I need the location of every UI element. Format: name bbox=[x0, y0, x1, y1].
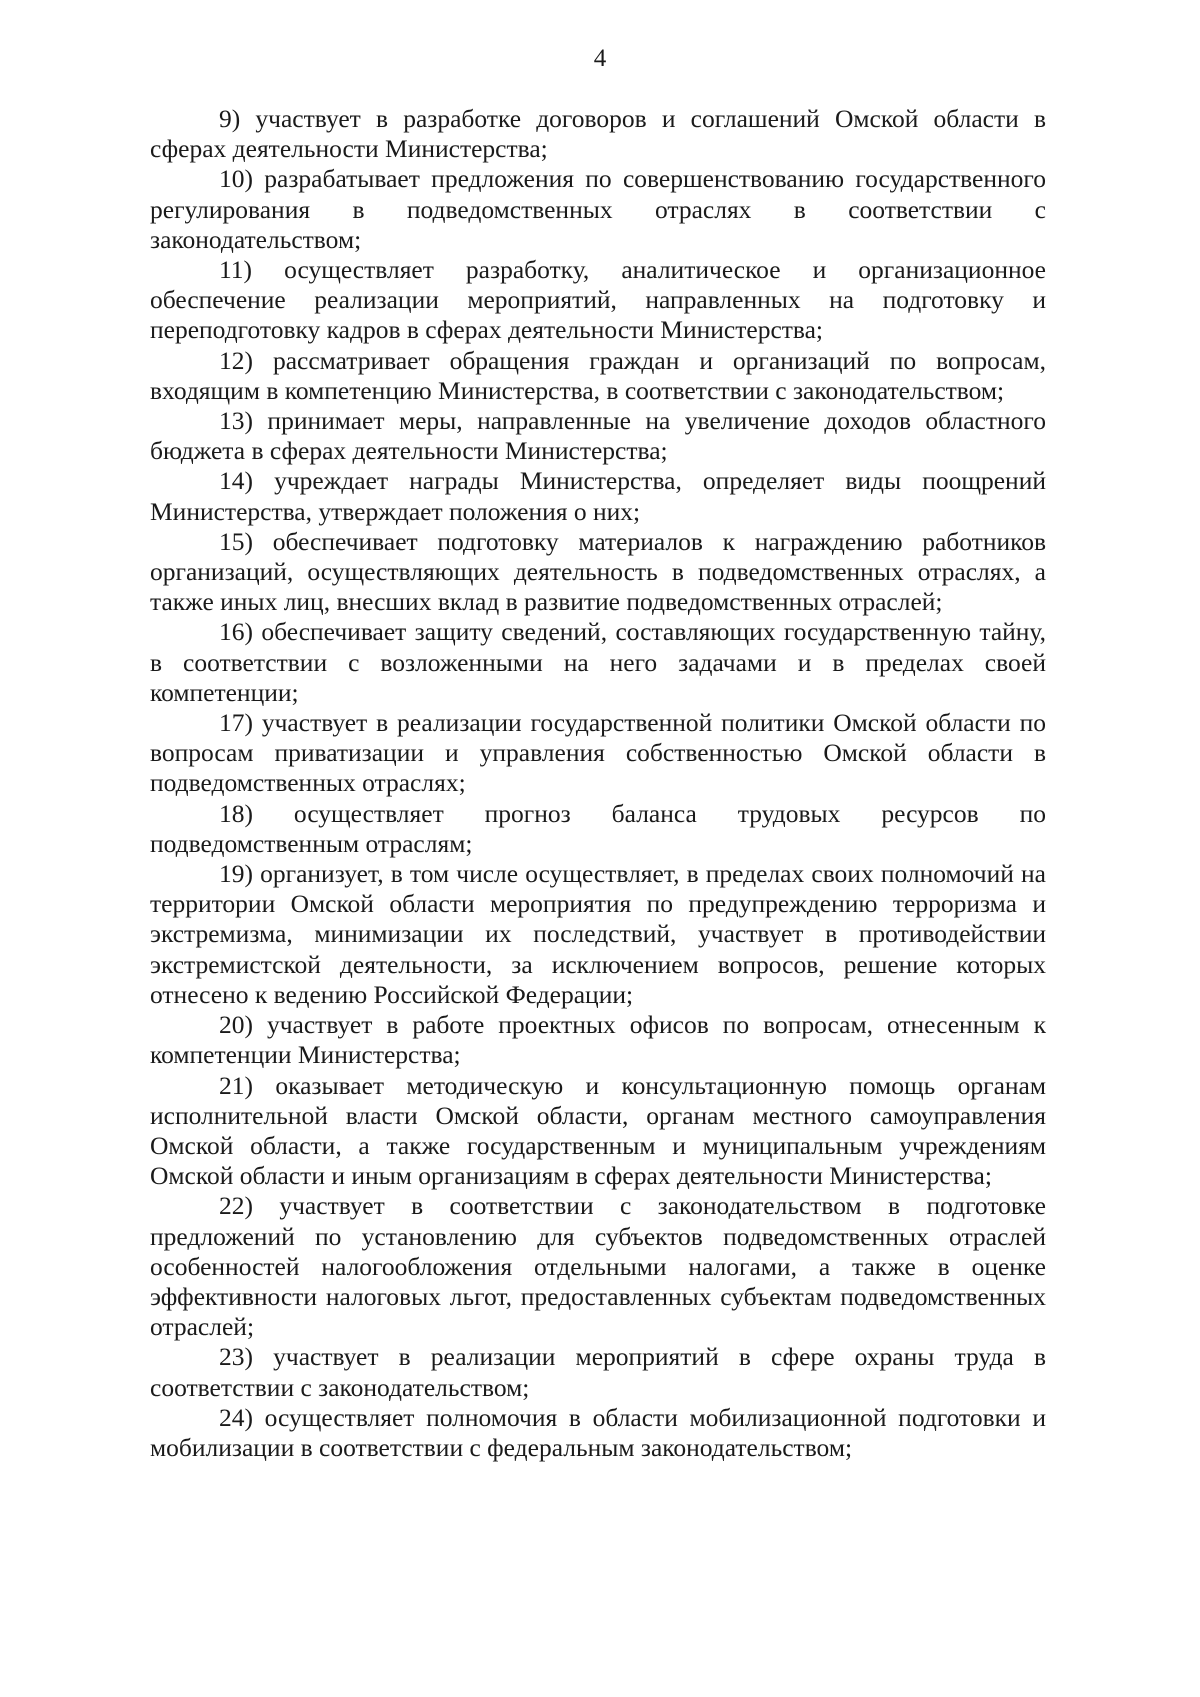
paragraph-23: 23) участвует в реализации мероприятий в сфере охраны труда в соответствии с законодательством; bbox=[150, 1342, 1046, 1402]
paragraph-13: 13) принимает меры, направленные на увеличение доходов областного бюджета в сферах деятельности Министерства; bbox=[150, 406, 1046, 466]
paragraph-9: 9) участвует в разработке договоров и соглашений Омской области в сферах деятельности Министерства; bbox=[150, 104, 1046, 164]
paragraph-14: 14) учреждает награды Министерства, определяет виды поощрений Министерства, утверждает положения о них; bbox=[150, 466, 1046, 526]
paragraph-12: 12) рассматривает обращения граждан и организаций по вопросам, входящим в компетенцию Министерства, в соответствии с законодательством; bbox=[150, 345, 1046, 405]
paragraph-24: 24) осуществляет полномочия в области мобилизационной подготовки и мобилизации в соответствии с федеральным законодательством; bbox=[150, 1402, 1046, 1462]
page-number: 4 bbox=[593, 45, 607, 72]
paragraph-18: 18) осуществляет прогноз баланса трудовых ресурсов по подведомственным отраслям; bbox=[150, 798, 1046, 858]
paragraph-10: 10) разрабатывает предложения по совершенствованию государственного регулирования в подведомственных отраслях в соответствии с законодательством; bbox=[150, 164, 1046, 254]
paragraph-17: 17) участвует в реализации государственной политики Омской области по вопросам приватизации и управления собственностью Омской области в подведомственных отраслях; bbox=[150, 708, 1046, 798]
paragraph-20: 20) участвует в работе проектных офисов по вопросам, отнесенным к компетенции Министерства; bbox=[150, 1010, 1046, 1070]
paragraph-22: 22) участвует в соответствии с законодательством в подготовке предложений по установлению для субъектов подведомственных отраслей особенностей налогообложения отдельными налогами, а также в оценке эффективности налоговых льгот, предоставленных субъектам подведомственных отраслей; bbox=[150, 1191, 1046, 1342]
paragraph-21: 21) оказывает методическую и консультационную помощь органам исполнительной власти Омской области, органам местного самоуправления Омской области, а также государственным и муниципальным учреждениям Омской области и иным организациям в сферах деятельности Министерства; bbox=[150, 1070, 1046, 1191]
paragraph-11: 11) осуществляет разработку, аналитическое и организационное обеспечение реализации мероприятий, направленных на подготовку и переподготовку кадров в сферах деятельности Министерства; bbox=[150, 255, 1046, 345]
paragraph-15: 15) обеспечивает подготовку материалов к награждению работников организаций, осуществляющих деятельность в подведомственных отраслях, а также иных лиц, внесших вклад в развитие подведомственных отраслей; bbox=[150, 526, 1046, 617]
paragraph-16: 16) обеспечивает защиту сведений, составляющих государственную тайну, в соответствии с возложенными на него задачами и в пределах своей компетенции; bbox=[150, 617, 1046, 707]
document-body bbox=[150, 104, 1046, 1463]
paragraph-19: 19) организует, в том числе осуществляет, в пределах своих полномочий на территории Омской области мероприятия по предупреждению терроризма и экстремизма, минимизации их последствий, участвует в противодействии экстремистской деятельности, за исключением вопросов, решение которых отнесено к ведению Российской Федерации; bbox=[150, 859, 1046, 1009]
